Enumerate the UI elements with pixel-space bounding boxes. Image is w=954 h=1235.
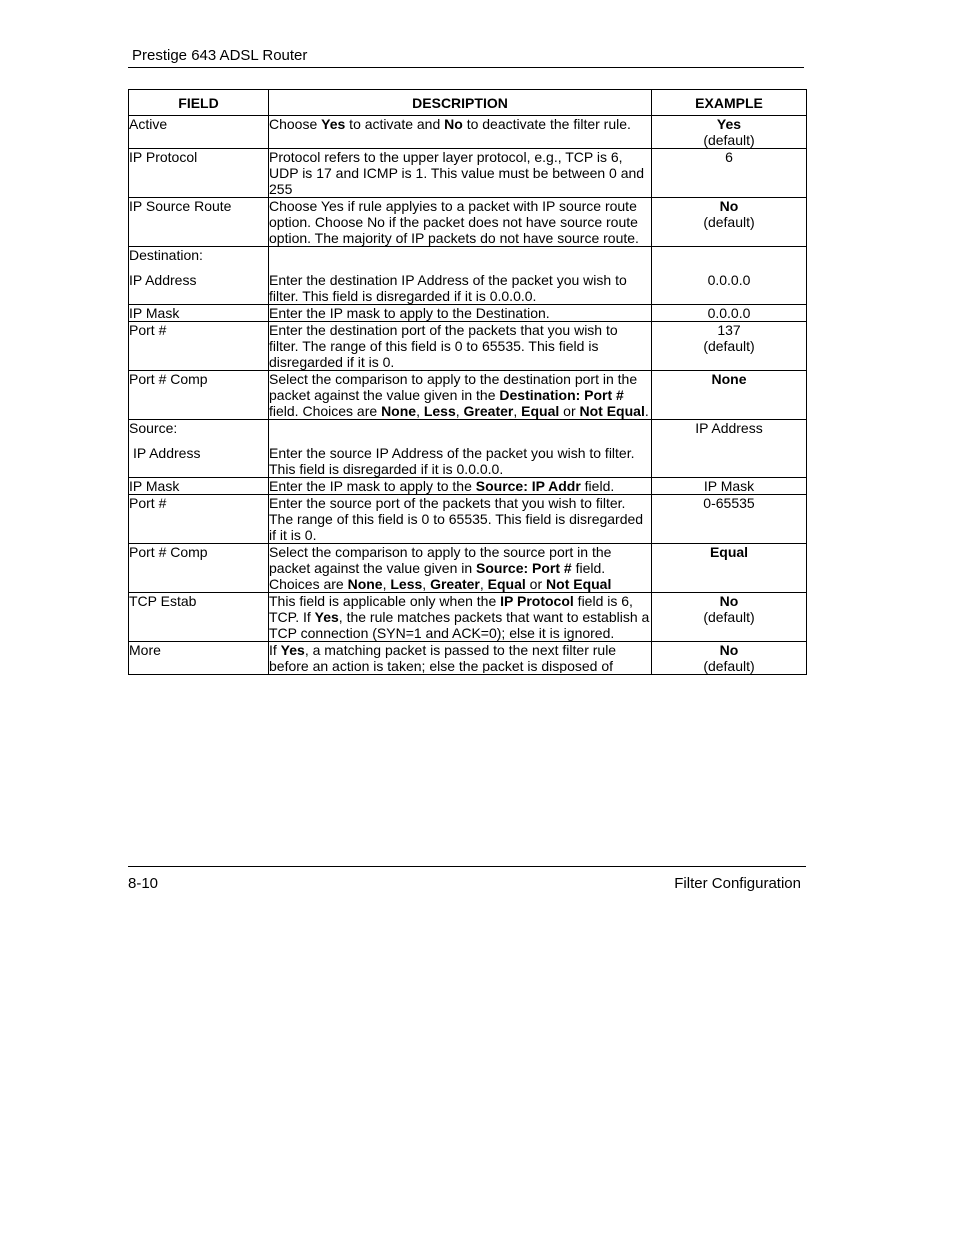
description-cell: Select the comparison to apply to the source port in the packet against the value given in Source: Port # field. Choices are None, Less, Greater, Equal or Not Equal — [269, 544, 652, 593]
example-cell: No (default) — [652, 642, 807, 675]
description-cell: If Yes, a matching packet is passed to the next filter rule before an action is taken; else the packet is disposed of — [269, 642, 652, 675]
field-cell: Active — [129, 116, 269, 149]
description-cell: Enter the IP mask to apply to the Destination. — [269, 305, 652, 322]
chapter-title: Filter Configuration — [674, 875, 801, 892]
example-cell: No (default) — [652, 593, 807, 642]
running-header: Prestige 643 ADSL Router — [132, 47, 308, 64]
description-cell: Choose Yes to activate and No to deactivate the filter rule. — [269, 116, 652, 149]
description-cell: Select the comparison to apply to the destination port in the packet against the value given in the Destination: Port # field. Choices are None, Less, Greater, Equal or Not Equal. — [269, 371, 652, 420]
table-row — [129, 420, 807, 478]
section-label: Destination: — [129, 247, 203, 263]
description-cell: Protocol refers to the upper layer protocol, e.g., TCP is 6, UDP is 17 and ICMP is 1. This value must be between 0 and 255 — [269, 149, 652, 198]
table-row — [129, 116, 807, 149]
field-cell: IP Protocol — [129, 149, 269, 198]
field-cell: Port # — [129, 322, 269, 371]
description-cell: Enter the source IP Address of the packet you wish to filter. This field is disregarded if it is 0.0.0.0. — [269, 420, 652, 478]
field-cell: TCP Estab — [129, 593, 269, 642]
field-cell: More — [129, 642, 269, 675]
example-cell: Equal — [652, 544, 807, 593]
example-cell: 0-65535 — [652, 495, 807, 544]
description-cell: Choose Yes if rule applyies to a packet with IP source route option. Choose No if the packet does not have source route option. The majority of IP packets do not have source route. — [269, 198, 652, 247]
description-cell: This field is applicable only when the IP Protocol field is 6, TCP. If Yes, the rule matches packets that want to establish a TCP connection (SYN=1 and ACK=0); else it is ignored. — [269, 593, 652, 642]
description-cell: Enter the source port of the packets that you wish to filter. The range of this field is 0 to 65535. This field is disregarded if it is 0. — [269, 495, 652, 544]
table-row — [129, 495, 807, 544]
page-number: 8-10 — [128, 875, 159, 892]
description-cell: Enter the destination port of the packets that you wish to filter. The range of this field is 0 to 65535. This field is disregarded if it is 0. — [269, 322, 652, 371]
description-cell: Enter the IP mask to apply to the Source: IP Addr field. — [269, 478, 652, 495]
column-header-example: EXAMPLE — [652, 90, 807, 116]
table-row — [129, 642, 807, 675]
field-cell: Source: IP Address — [129, 420, 269, 478]
column-header-description: DESCRIPTION — [269, 90, 652, 116]
example-cell: 0.0.0.0 — [652, 247, 807, 305]
section-label: Source: — [129, 420, 178, 436]
field-cell: Port # Comp — [129, 544, 269, 593]
table-row — [129, 478, 807, 495]
table-row — [129, 198, 807, 247]
example-cell: IP Mask — [652, 478, 807, 495]
field-cell: Destination: IP Address — [129, 247, 269, 305]
table-row — [129, 593, 807, 642]
filter-field-table — [128, 89, 807, 675]
example-cell: 6 — [652, 149, 807, 198]
table-row — [129, 371, 807, 420]
example-cell: 137 (default) — [652, 322, 807, 371]
description-cell: Enter the destination IP Address of the packet you wish to filter. This field is disregarded if it is 0.0.0.0. — [269, 247, 652, 305]
field-cell: IP Mask — [129, 478, 269, 495]
example-cell: IP Address — [652, 420, 807, 478]
table-row — [129, 322, 807, 371]
field-cell: Port # — [129, 495, 269, 544]
table-header-row — [129, 90, 807, 116]
field-cell: IP Source Route — [129, 198, 269, 247]
example-cell: None — [652, 371, 807, 420]
header-divider — [128, 67, 804, 68]
footer-divider — [128, 866, 806, 867]
example-cell: No (default) — [652, 198, 807, 247]
table-row — [129, 544, 807, 593]
column-header-field: FIELD — [129, 90, 269, 116]
field-cell: IP Mask — [129, 305, 269, 322]
field-cell: Port # Comp — [129, 371, 269, 420]
table-row — [129, 305, 807, 322]
example-cell: Yes (default) — [652, 116, 807, 149]
table-row — [129, 247, 807, 305]
example-cell: 0.0.0.0 — [652, 305, 807, 322]
table-row — [129, 149, 807, 198]
